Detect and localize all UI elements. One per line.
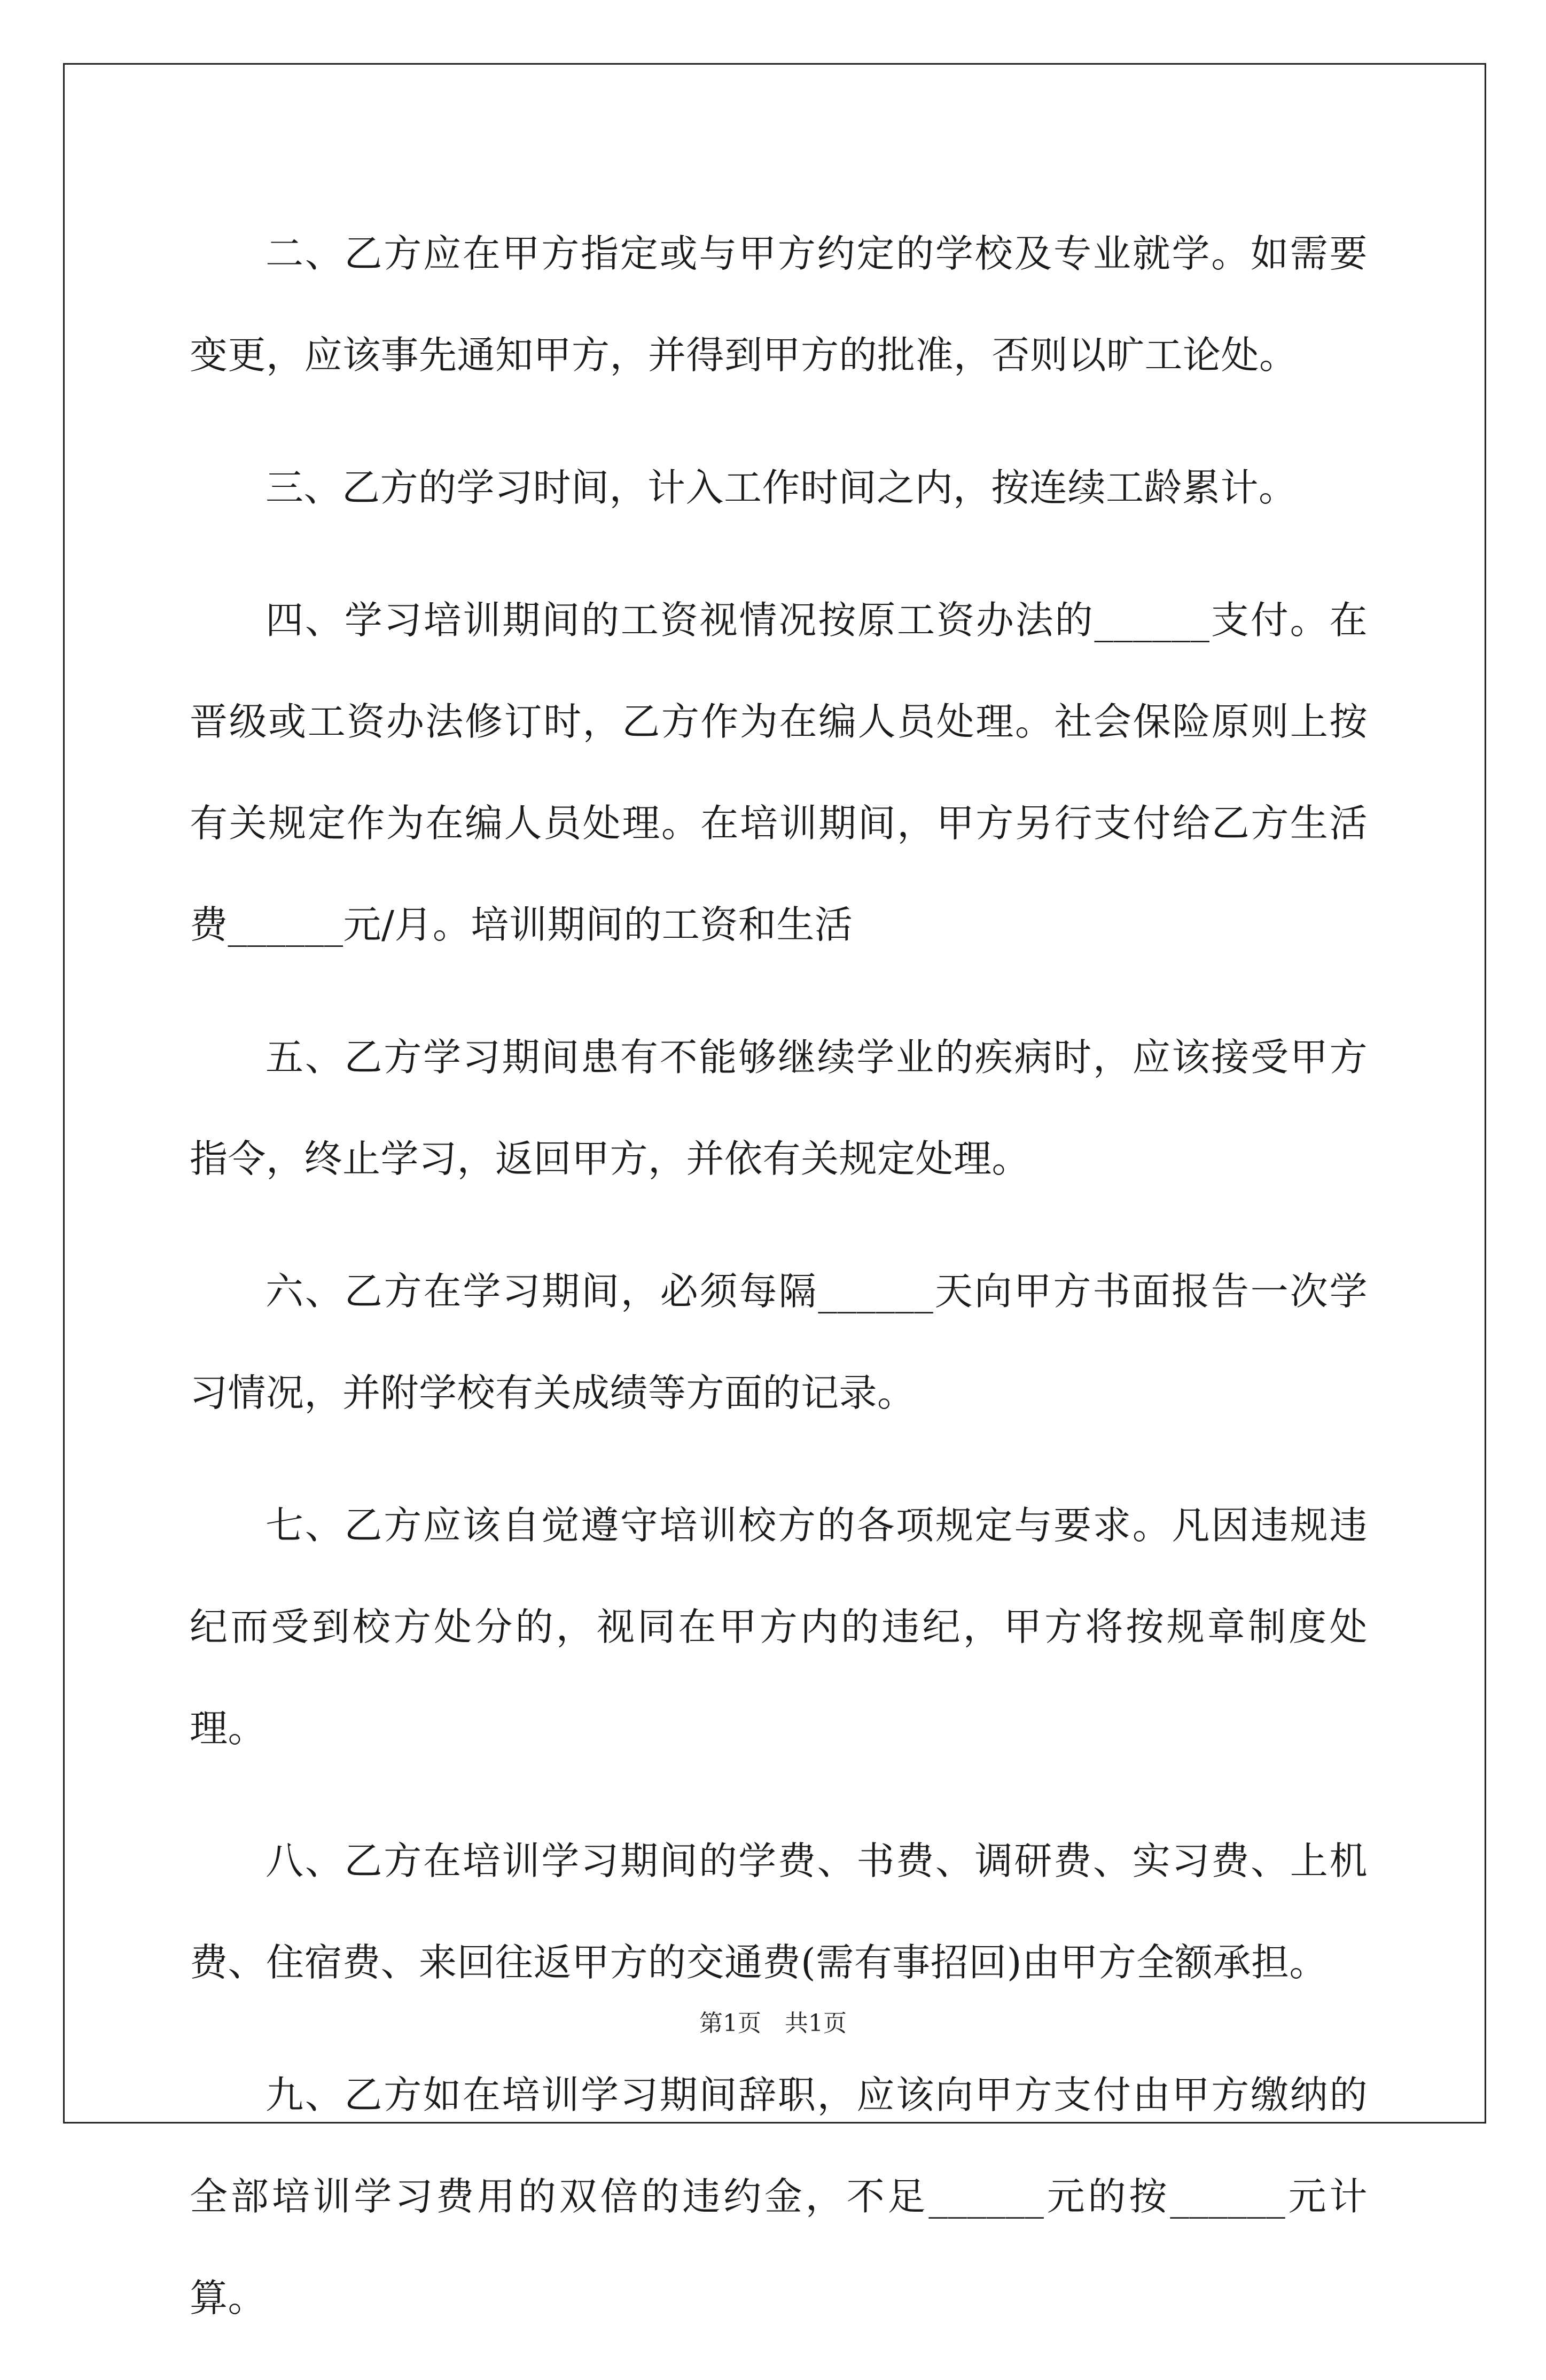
page-number-footer: 第1页 共1页 — [699, 2010, 847, 2037]
paragraph-5: 五、乙方学习期间患有不能够继续学业的疾病时，应该接受甲方指令，终止学习，返回甲方，并依有关规定处理。 — [190, 1035, 1368, 1181]
paragraph-3: 三、乙方的学习时间，计入工作时间之内，按连续工龄累计。 — [266, 465, 1297, 510]
paragraph-2: 二、乙方应在甲方指定或与甲方约定的学校及专业就学。如需要变更，应该事先通知甲方，并得到甲方的批准，否则以旷工论处。 — [190, 231, 1368, 377]
paragraph-8: 八、乙方在培训学习期间的学费、书费、调研费、实习费、上机费、住宿费、来回往返甲方的交通费(需有事招回)由甲方全额承担。 — [190, 1839, 1368, 1985]
paragraph-9: 九、乙方如在培训学习期间辞职，应该向甲方支付由甲方缴纳的全部培训学习费用的双倍的违约金，不足______元的按______元计算。 — [190, 2073, 1368, 2320]
paragraph-6: 六、乙方在学习期间，必须每隔______天向甲方书面报告一次学习情况，并附学校有关成绩等方面的记录。 — [190, 1269, 1368, 1415]
paragraph-4: 四、学习培训期间的工资视情况按原工资办法的______支付。在晋级或工资办法修订时，乙方作为在编人员处理。社会保险原则上按有关规定作为在编人员处理。在培训期间，甲方另行支付给乙方生活费______元/月。培训期间的工资和生活 — [190, 598, 1368, 947]
paragraph-7: 七、乙方应该自觉遵守培训校方的各项规定与要求。凡因违规违纪而受到校方处分的，视同在甲方内的违纪，甲方将按规章制度处理。 — [190, 1503, 1368, 1751]
document-body — [190, 203, 1368, 2380]
